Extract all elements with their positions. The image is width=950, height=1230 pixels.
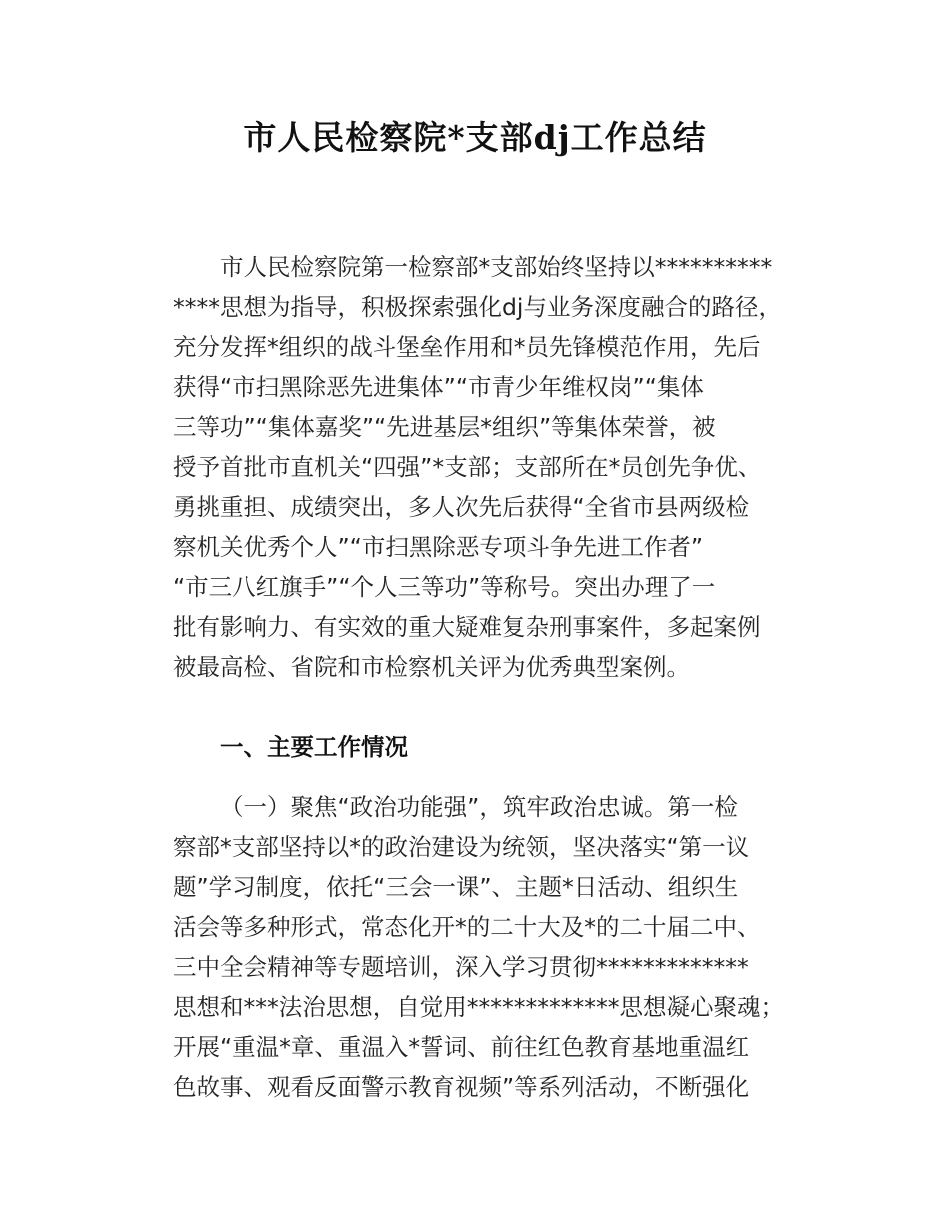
text-line: 被最高检、省院和市检察机关评为优秀典型案例。 bbox=[173, 653, 690, 681]
text-line: “市三八红旗手”“个人三等功”等称号。突出办理了一 bbox=[173, 573, 716, 601]
text-line: 察部*支部坚持以*的政治建设为统领，坚决落实“第一议 bbox=[173, 833, 750, 861]
text-line: 题”学习制度，依托“三会一课”、主题*日活动、组织生 bbox=[173, 873, 739, 901]
text-line: 市人民检察院第一检察部*支部始终坚持以********** bbox=[220, 253, 773, 281]
text-line: 三等功”“集体嘉奖”“先进基层*组织”等集体荣誉，被 bbox=[173, 413, 716, 441]
text-line: 色故事、观看反面警示教育视频”等系列活动，不断强化 bbox=[173, 1073, 750, 1101]
document-title: 市人民检察院*支部dj工作总结 bbox=[243, 118, 707, 157]
text-line: 三中全会精神等专题培训，深入学习贯彻************* bbox=[173, 953, 749, 981]
text-line: 获得“市扫黑除恶先进集体”“市青少年维权岗”“集体 bbox=[173, 373, 704, 401]
text-line: 批有影响力、有实效的重大疑难复杂刑事案件，多起案例 bbox=[173, 613, 761, 641]
text-line: 开展“重温*章、重温入*誓词、前往红色教育基地重温红 bbox=[173, 1033, 750, 1061]
text-line: 勇挑重担、成绩突出，多人次先后获得“全省市县两级检 bbox=[173, 493, 750, 521]
text-line: 思想和***法治思想，自觉用*************思想凝心聚魂； bbox=[173, 993, 784, 1021]
text-line: 充分发挥*组织的战斗堡垒作用和*员先锋模范作用，先后 bbox=[173, 333, 761, 361]
section-heading: 一、主要工作情况 bbox=[220, 733, 408, 761]
text-line: 活会等多种形式，常态化开*的二十大及*的二十届二中、 bbox=[173, 913, 761, 941]
text-line: （一）聚焦“政治功能强”，筑牢政治忠诚。第一检 bbox=[220, 793, 738, 821]
text-line: ****思想为指导，积极探索强化dj与业务深度融合的路径， bbox=[173, 293, 782, 321]
text-line: 授予首批市直机关“四强”*支部；支部所在*员创先争优、 bbox=[173, 453, 762, 481]
text-line: 察机关优秀个人”“市扫黑除恶专项斗争先进工作者” bbox=[173, 533, 704, 561]
